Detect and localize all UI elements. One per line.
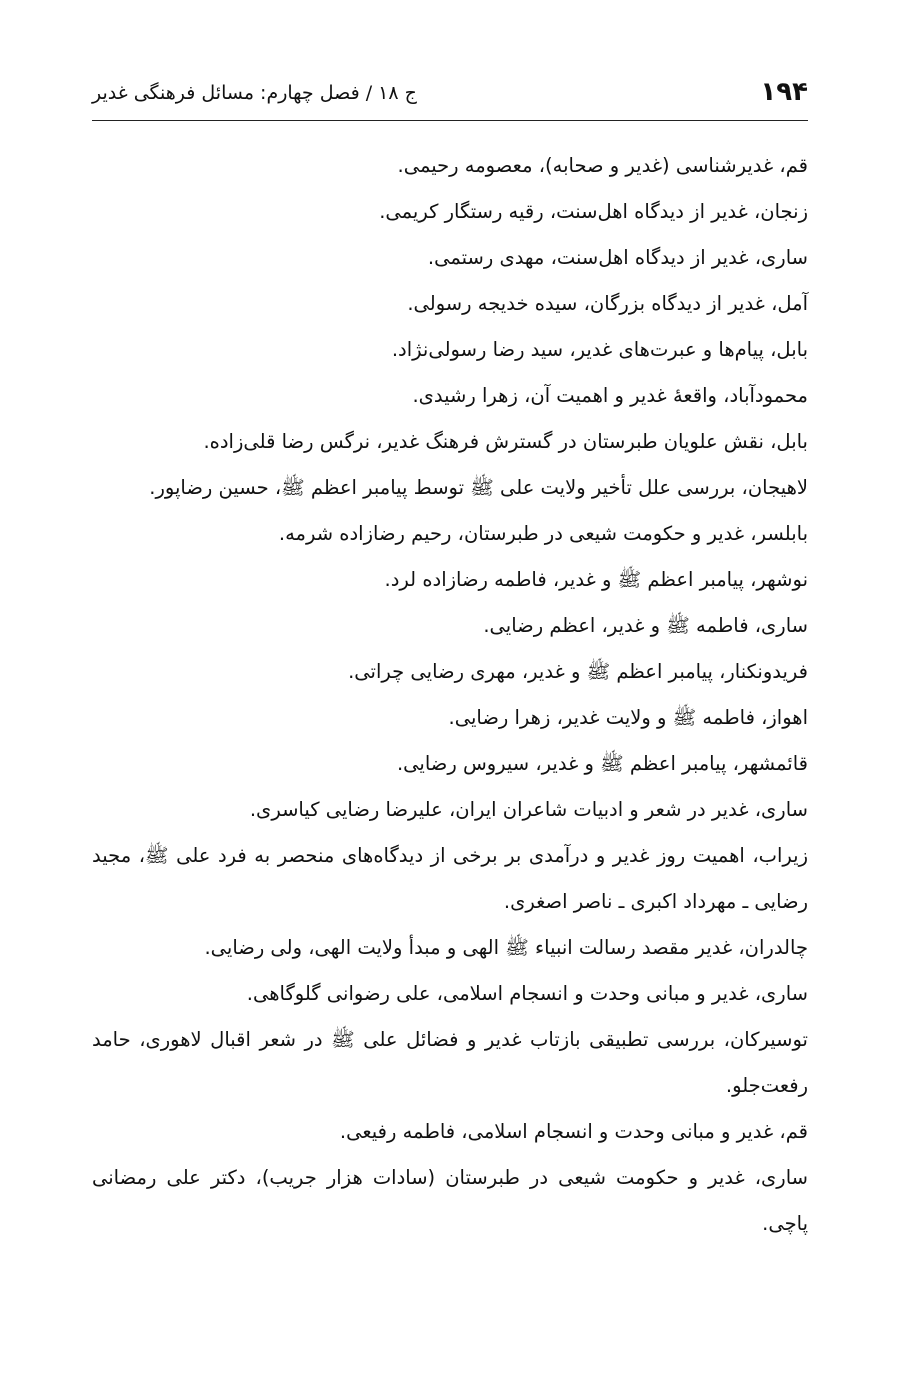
list-item: آمل، غدیر از دیدگاه بزرگان، سیده خدیجه رسولی. [407, 292, 808, 315]
list-item: قم، غدیر و مبانی وحدت و انسجام اسلامی، فاطمه رفیعی. [339, 1120, 808, 1143]
list-item: ساری، غدیر در شعر و ادبیات شاعران ایران، علیرضا رضایی کیاسری. [249, 798, 808, 821]
page-header [92, 72, 808, 121]
list-item: چالدران، غدیر مقصد رسالت انبیاء ﷺ الهی و مبدأ ولایت الهی، ولی رضایی. [204, 936, 808, 959]
list-item: توسیرکان، بررسی تطبیقی بازتاب غدیر و فضائل علی ﷺ در شعر اقبال لاهوری، حامد رفعت‌جلو. [92, 1028, 808, 1097]
list-item: فریدونکنار، پیامبر اعظم ﷺ و غدیر، مهری رضایی چراتی. [348, 660, 808, 683]
list-item: زیراب، اهمیت روز غدیر و درآمدی بر برخی از دیدگاه‌های منحصر به فرد علی ﷺ، مجید رضایی ـ مهرداد اکبری ـ ناصر اصغری. [92, 844, 808, 913]
page-number: ۱۹۴ [760, 77, 808, 107]
list-item: ساری، غدیر و مبانی وحدت و انسجام اسلامی، علی رضوانی گلوگاهی. [246, 982, 808, 1005]
list-item: لاهیجان، بررسی علل تأخیر ولایت علی ﷺ توسط پیامبر اعظم ﷺ، حسین رضاپور. [149, 476, 808, 499]
list-item: قائمشهر، پیامبر اعظم ﷺ و غدیر، سیروس رضایی. [396, 752, 808, 775]
list-item: بابل، نقش علویان طبرستان در گسترش فرهنگ غدیر، نرگس رضا قلی‌زاده. [203, 430, 808, 453]
list-item: ساری، غدیر از دیدگاه اهل‌سنت، مهدی رستمی. [427, 246, 808, 269]
list-item: محمودآباد، واقعهٔ غدیر و اهمیت آن، زهرا رشیدی. [412, 384, 808, 407]
list-item: ساری، غدیر و حکومت شیعی در طبرستان (سادات هزار جریب)، دکتر علی رمضانی پاچی. [92, 1166, 808, 1235]
list-item: زنجان، غدیر از دیدگاه اهل‌سنت، رقیه رستگار کریمی. [379, 200, 808, 223]
list-item: اهواز، فاطمه ﷺ و ولایت غدیر، زهرا رضایی. [448, 706, 808, 729]
list-item: نوشهر، پیامبر اعظم ﷺ و غدیر، فاطمه رضازاده لرد. [384, 568, 808, 591]
list-item: بابل، پیام‌ها و عبرت‌های غدیر، سید رضا رسولی‌نژاد. [391, 338, 808, 361]
running-head: ج ۱۸ / فصل چهارم: مسائل فرهنگی غدیر [92, 82, 417, 104]
list-item: بابلسر، غدیر و حکومت شیعی در طبرستان، رحیم رضازاده شرمه. [278, 522, 808, 545]
list-item: ساری، فاطمه ﷺ و غدیر، اعظم رضایی. [483, 614, 808, 637]
entry-list [92, 143, 808, 1247]
list-item: قم، غدیرشناسی (غدیر و صحابه)، معصومه رحیمی. [397, 154, 808, 177]
